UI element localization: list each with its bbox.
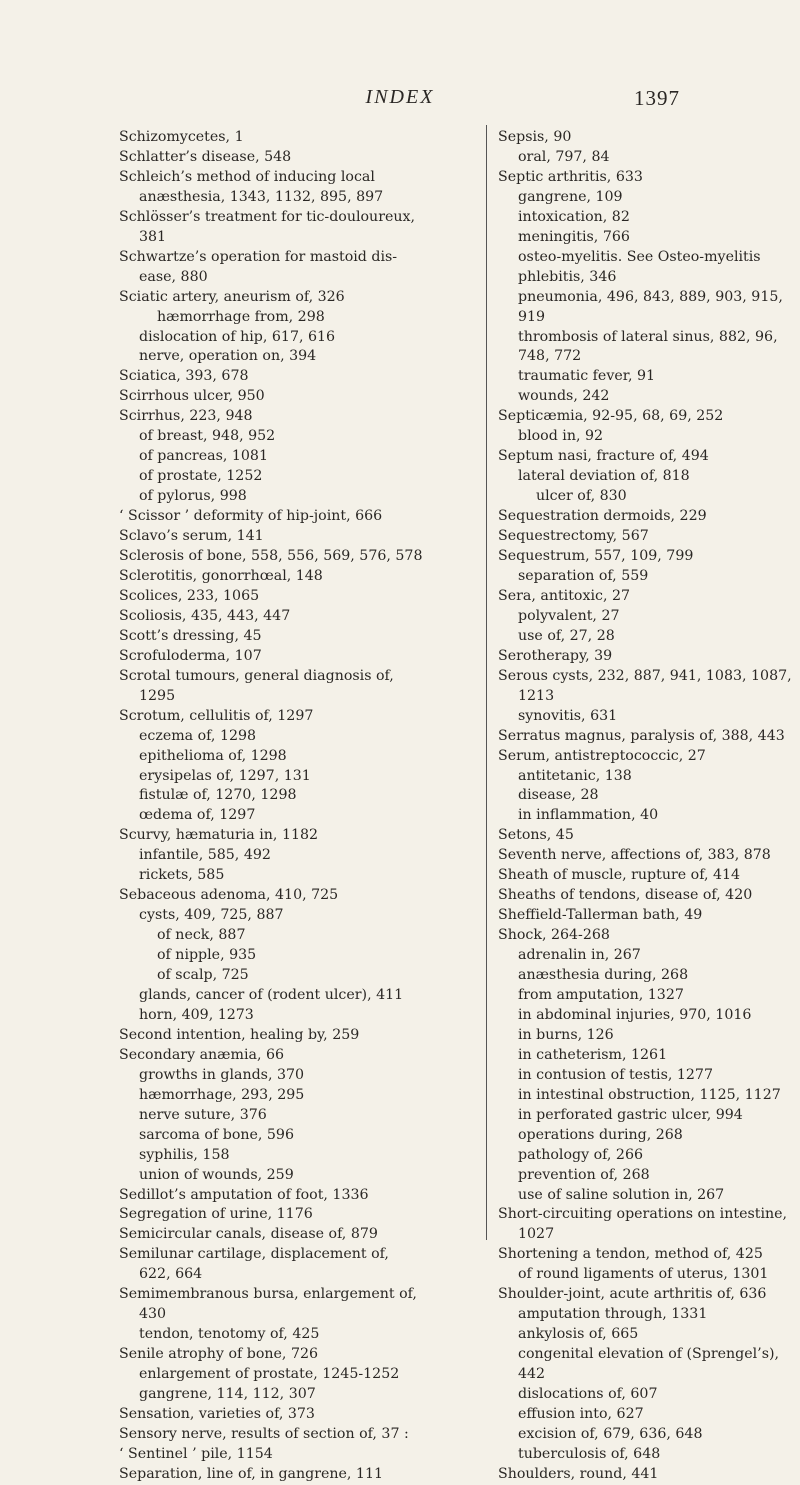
index-entry: traumatic fever, 91	[518, 368, 656, 385]
index-entry: nerve, operation on, 394	[139, 348, 317, 365]
index-entry: in inflammation, 40	[518, 807, 659, 824]
index-entry: of nipple, 935	[157, 947, 257, 964]
index-entry: anæsthesia during, 268	[518, 967, 689, 984]
index-entry: Senile atrophy of bone, 726	[119, 1346, 319, 1363]
index-entry: Schwartze’s operation for mastoid dis-	[119, 248, 398, 265]
index-entry: oral, 797, 84	[518, 148, 610, 165]
index-entry: Serratus magnus, paralysis of, 388, 443	[498, 727, 785, 744]
index-entry: congenital elevation of (Sprengel’s),	[518, 1346, 780, 1363]
index-entry: cysts, 409, 725, 887	[139, 907, 284, 924]
index-entry: Sensation, varieties of, 373	[119, 1406, 315, 1422]
index-entry: Sepsis, 90	[498, 129, 572, 145]
index-entry: syphilis, 158	[139, 1146, 230, 1163]
index-entry: Short-circuiting operations on intestine,	[498, 1206, 788, 1223]
index-entry: Sheath of muscle, rupture of, 414	[498, 867, 741, 884]
index-entry: Scrofuloderma, 107	[119, 647, 262, 664]
index-entry: growths in glands, 370	[139, 1066, 305, 1083]
index-entry: Scrotum, cellulitis of, 1297	[119, 707, 314, 724]
index-entry: of round ligaments of uterus, 1301	[518, 1266, 769, 1283]
running-title: INDEX	[365, 86, 435, 108]
index-entry: Sequestration dermoids, 229	[498, 508, 707, 525]
index-entry: fistulæ of, 1270, 1298	[139, 787, 297, 804]
index-entry: lateral deviation of, 818	[518, 468, 690, 485]
index-entry: Sciatica, 393, 678	[119, 368, 249, 385]
index-entry: wounds, 242	[518, 388, 610, 405]
index-entry: in catheterism, 1261	[518, 1046, 668, 1063]
index-entry: meningitis, 766	[518, 228, 630, 245]
column-divider	[486, 125, 487, 1240]
index-entry: polyvalent, 27	[518, 607, 620, 624]
index-entry: in burns, 126	[518, 1026, 614, 1043]
index-entry: Sclerosis of bone, 558, 556, 569, 576, 578	[119, 548, 423, 565]
index-entry: epithelioma of, 1298	[139, 747, 287, 764]
index-entry: amputation through, 1331	[518, 1306, 708, 1323]
index-entry: Scurvy, hæmaturia in, 1182	[119, 827, 319, 844]
page-header	[0, 72, 800, 112]
index-entry: of pylorus, 998	[139, 488, 247, 505]
index-entry: pneumonia, 496, 843, 889, 903, 915,	[518, 288, 783, 305]
index-entry: gangrene, 109	[518, 188, 623, 205]
index-entry: 919	[518, 308, 546, 325]
index-entry: Sedillot’s amputation of foot, 1336	[119, 1186, 369, 1203]
index-entry: glands, cancer of (rodent ulcer), 411	[139, 986, 404, 1003]
index-entry: Scoliosis, 435, 443, 447	[119, 607, 291, 624]
index-entry: tendon, tenotomy of, 425	[139, 1326, 320, 1343]
index-entry: ‘ Sentinel ’ pile, 1154	[119, 1445, 273, 1462]
index-entry: Scrotal tumours, general diagnosis of,	[119, 667, 394, 684]
index-entry: sarcoma of bone, 596	[139, 1126, 294, 1143]
index-entry: Shortening a tendon, method of, 425	[498, 1246, 763, 1263]
index-entry: Sebaceous adenoma, 410, 725	[119, 887, 339, 904]
index-entry: 622, 664	[139, 1266, 203, 1283]
index-entry: Sequestrectomy, 567	[498, 528, 649, 545]
index-entry: anæsthesia, 1343, 1132, 895, 897	[139, 188, 384, 205]
index-entry: erysipelas of, 1297, 131	[139, 767, 311, 784]
index-entry: Septic arthritis, 633	[498, 168, 643, 185]
index-entry: eczema of, 1298	[139, 727, 257, 744]
index-column-right	[498, 128, 800, 1485]
index-entry: Sclavo’s serum, 141	[119, 528, 264, 545]
index-entry: Septicæmia, 92-95, 68, 69, 252	[498, 408, 724, 425]
index-entry: Semilunar cartilage, displacement of,	[119, 1246, 389, 1263]
index-entry: Shoulder-joint, acute arthritis of, 636	[498, 1286, 767, 1303]
index-entry: œdema of, 1297	[139, 807, 256, 824]
index-entry: 748, 772	[518, 348, 582, 365]
index-entry: 442	[518, 1366, 546, 1383]
index-entry: Separation, line of, in gangrene, 111	[119, 1465, 384, 1482]
index-entry: in perforated gastric ulcer, 994	[518, 1106, 743, 1123]
index-entry: antitetanic, 138	[518, 767, 632, 784]
index-entry: pathology of, 266	[518, 1146, 643, 1163]
index-entry: phlebitis, 346	[518, 268, 617, 285]
index-entry: disease, 28	[518, 787, 599, 804]
index-entry: synovitis, 631	[518, 707, 618, 724]
index-entry: hæmorrhage from, 298	[157, 308, 325, 325]
index-entry: thrombosis of lateral sinus, 882, 96,	[518, 328, 778, 345]
index-entry: Septum nasi, fracture of, 494	[498, 448, 709, 465]
index-entry: Sheaths of tendons, disease of, 420	[498, 887, 753, 904]
index-entry: rickets, 585	[139, 867, 225, 884]
index-entry: Serous cysts, 232, 887, 941, 1083, 1087,	[498, 667, 792, 684]
index-entry: ankylosis of, 665	[518, 1326, 639, 1343]
index-entry: effusion into, 627	[518, 1406, 644, 1422]
index-entry: Sequestrum, 557, 109, 799	[498, 548, 694, 565]
index-entry: Secondary anæmia, 66	[119, 1046, 285, 1063]
index-entry: ulcer of, 830	[536, 488, 627, 505]
index-entry: Scirrhus, 223, 948	[119, 408, 253, 425]
index-entry: Shoulders, round, 441	[498, 1465, 659, 1482]
index-entry: adrenalin in, 267	[518, 947, 641, 964]
index-entry: Scott’s dressing, 45	[119, 627, 262, 644]
index-entry: Segregation of urine, 1176	[119, 1206, 313, 1223]
index-entry: Sensory nerve, results of section of, 37 :	[119, 1425, 409, 1442]
index-entry: ‘ Scissor ’ deformity of hip-joint, 666	[119, 508, 383, 525]
index-entry: in abdominal injuries, 970, 1016	[518, 1006, 752, 1023]
index-entry: Schleich’s method of inducing local	[119, 168, 375, 185]
index-entry: use of, 27, 28	[518, 627, 615, 644]
index-column-left	[119, 128, 471, 1485]
index-entry: Second intention, healing by, 259	[119, 1026, 360, 1043]
index-entry: hæmorrhage, 293, 295	[139, 1086, 305, 1103]
index-entry: Sera, antitoxic, 27	[498, 587, 631, 604]
index-entry: Semimembranous bursa, enlargement of,	[119, 1286, 417, 1303]
index-entry: horn, 409, 1273	[139, 1006, 254, 1023]
index-entry: Seventh nerve, affections of, 383, 878	[498, 847, 771, 864]
index-entry: Shock, 264-268	[498, 927, 610, 944]
index-entry: Sciatic artery, aneurism of, 326	[119, 288, 345, 305]
index-entry: infantile, 585, 492	[139, 847, 271, 864]
index-entry: of pancreas, 1081	[139, 448, 268, 465]
index-entry: 1295	[139, 687, 176, 704]
index-entry: 430	[139, 1306, 167, 1323]
index-entry: dislocations of, 607	[518, 1386, 658, 1403]
index-entry: 1213	[518, 687, 555, 704]
index-entry: Setons, 45	[498, 827, 574, 844]
index-entry: of breast, 948, 952	[139, 428, 276, 445]
index-entry: Serotherapy, 39	[498, 647, 613, 664]
index-entry: in contusion of testis, 1277	[518, 1066, 713, 1083]
index-entry: prevention of, 268	[518, 1166, 650, 1183]
index-entry: excision of, 679, 636, 648	[518, 1425, 703, 1442]
index-entry: Scirrhous ulcer, 950	[119, 388, 265, 405]
index-entry: ease, 880	[139, 268, 208, 285]
index-entry: Schizomycetes, 1	[119, 129, 244, 145]
index-entry: Semicircular canals, disease of, 879	[119, 1226, 378, 1243]
index-entry: Sclerotitis, gonorrhœal, 148	[119, 567, 323, 584]
index-entry: Serum, antistreptococcic, 27	[498, 747, 706, 764]
index-entry: 1027	[518, 1226, 555, 1243]
index-entry: from amputation, 1327	[518, 986, 684, 1003]
index-entry: intoxication, 82	[518, 208, 630, 225]
index-entry: of prostate, 1252	[139, 468, 263, 485]
index-entry: enlargement of prostate, 1245-1252	[139, 1366, 400, 1383]
index-entry: Schlösser’s treatment for tic-douloureux,	[119, 208, 416, 225]
index-entry: tuberculosis of, 648	[518, 1445, 661, 1462]
index-entry: dislocation of hip, 617, 616	[139, 328, 336, 345]
index-entry: blood in, 92	[518, 428, 604, 445]
index-entry: osteo-myelitis. See Osteo-myelitis	[518, 248, 761, 265]
index-entry: 381	[139, 228, 167, 245]
index-entry: operations during, 268	[518, 1126, 683, 1143]
index-entry: use of saline solution in, 267	[518, 1186, 725, 1203]
index-entry: nerve suture, 376	[139, 1106, 267, 1123]
index-entry: of neck, 887	[157, 927, 246, 944]
index-entry: union of wounds, 259	[139, 1166, 294, 1183]
index-entry: Sheffield-Tallerman bath, 49	[498, 907, 703, 924]
index-entry: Scolices, 233, 1065	[119, 587, 260, 604]
index-entry: separation of, 559	[518, 567, 649, 584]
index-entry: Schlatter’s disease, 548	[119, 148, 292, 165]
index-entry: gangrene, 114, 112, 307	[139, 1386, 316, 1403]
index-entry: in intestinal obstruction, 1125, 1127	[518, 1086, 781, 1103]
index-entry: of scalp, 725	[157, 967, 249, 984]
page-number: 1397	[634, 86, 680, 110]
